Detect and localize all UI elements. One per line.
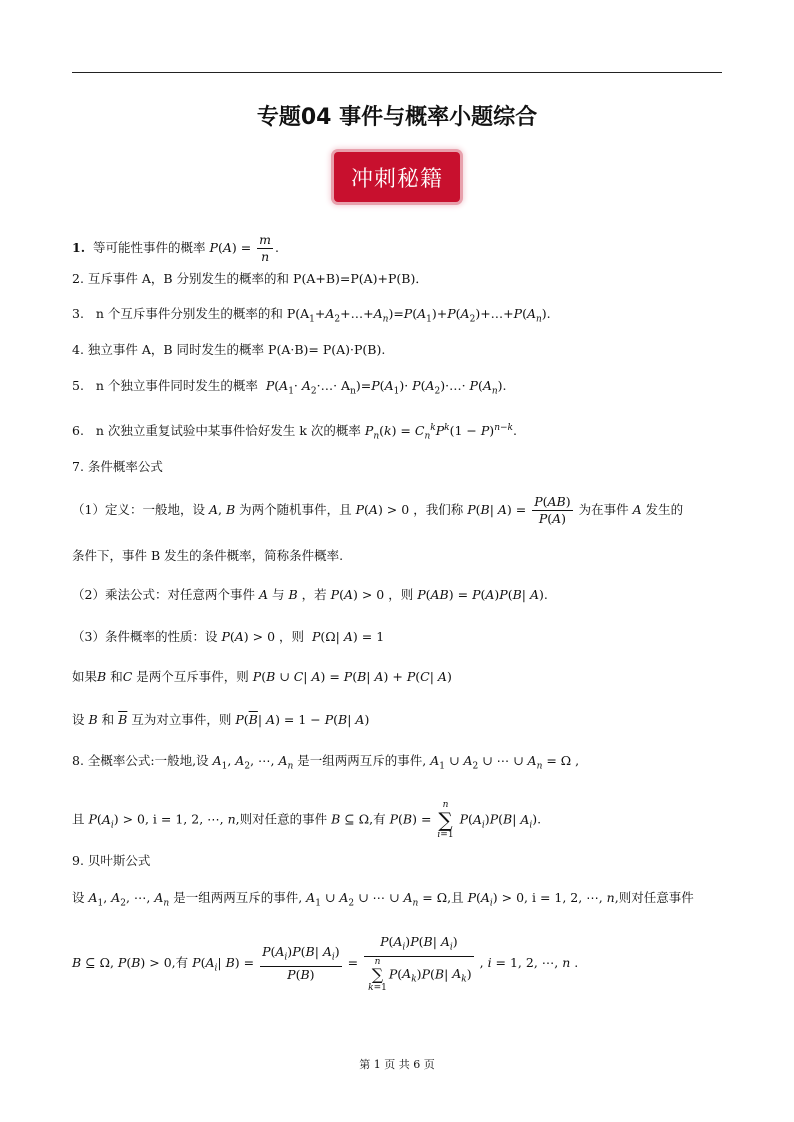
item-9-heading: 9. 贝叶斯公式 (72, 853, 151, 868)
summation-sign: n ∑ i=1 (437, 800, 454, 840)
page-footer: 第 1 页 共 6 页 (359, 1058, 435, 1071)
item-8-cont: 且 $P(A_i) > 0$, i = 1, 2, ⋯, n,则对任意的事件 B ⊆ Ω,有 P(B) = n ∑ i=1 $P(A_i)P(B|$ $A_i$). (72, 800, 542, 840)
item-7-2: （2）乘法公式：对任意两个事件 A 与 B ，若 P(A) > 0 ，则 P(AB) = P(A)P(B| A). (72, 587, 548, 602)
fraction-bayes-2: $P(A_i)P(B|$ $A_i$) n ∑ k=1 $P(A_k)P(B|$ $A_k$) (364, 934, 474, 993)
item-7-4: 如果B 和C 是两个互斥事件，则 P(B ∪ C| A) = P(B| A) + P(C| A) (72, 669, 452, 684)
item-6: 6. n 次独立重复试验中某事件恰好发生 k 次的概率 $P_n(k) = C_n^kP^k(1 - P)^{n-k}$. (72, 423, 517, 442)
fraction-bayes-1: $\frac{P(A_i)P(B| A_i)}{P(B)}$ (262, 944, 340, 982)
item-2: 2. 互斥事件 A，B 分别发生的概率的和 P(A+B)=P(A)+P(B)． (72, 271, 428, 286)
item-9-cont: B ⊆ Ω, P(B) > 0,有 $P(A_i|$ B) = $\frac{P(A_i)P(B| A_i)}{P(B)}$ = $P(A_i)P(B|$ $A_i$) n ∑ k=1 $P(A_k)P(B|$ $A_k$) , i = 1, 2, ⋯, n . (72, 934, 579, 993)
item-4: 4. 独立事件 A，B 同时发生的概率 P(A·B)= P(A)·P(B). (72, 342, 386, 357)
fraction-m-n: $\frac{m}{n}$ (259, 232, 272, 264)
item-7-5: 设 B 和 $\overline{B}$ 互为对立事件，则 $P(\overline{B}|$ A) = 1 − P(B| A) (72, 712, 370, 727)
item-7-1-cont: 条件下，事件 B 发生的条件概率，简称条件概率. (72, 548, 344, 563)
item-5: 5. n 个独立事件同时发生的概率 $P(A_1\cdot$ $A_2\cdot\dots\cdot A_n)=P(A_1)\cdot$ $P(A_2)\cdot\dots\cdot P(A_n)$. (72, 378, 507, 397)
fraction-conditional: $\frac{P(AB)}{P(A)}$ (534, 494, 571, 526)
header-rule (72, 72, 722, 73)
page-title: 专题04 事件与概率小题综合 (256, 105, 538, 130)
item-7-heading: 7. 条件概率公式 (72, 459, 163, 474)
item-3: 3. n 个互斥事件分别发生的概率的和 $P(A_1+A_2+\dots+A_n)=P(A_1)+P(A_2)+\dots+P(A_n)$. (72, 306, 551, 325)
item-9: 设 $A_1$, $A_2$, ⋯, $A_n$ 是一组两两互斥的事件, $A_1$ ∪ $A_2$ ∪ ⋯ ∪ $A_n = \Omega$,且 $P(A_i) > 0$, i = 1, 2, ⋯, n,则对任意事件 (72, 890, 694, 909)
item-7-1: （1）定义：一般地，设 A, B 为两个随机事件，且 P(A) > 0 ，我们称 P(B| A) = $\frac{P(AB)}{P(A)}$ 为在事件 A 发生的 (72, 494, 684, 526)
item-8: 8. 全概率公式:一般地,设 $A_1$, $A_2$, ⋯, $A_n$ 是一组两两互斥的事件, $A_1$ ∪ $A_2$ ∪ ⋯ ∪ $A_n = \Omega$ , (72, 753, 580, 772)
item-1: 1. 等可能性事件的概率 P(A) = $\frac{m}{n}$ . (72, 232, 280, 264)
stamp-badge: 冲刺秘籍 (334, 152, 460, 202)
item-7-3: （3）条件概率的性质：设 P(A) > 0 ，则 P(Ω| A) = 1 (72, 629, 385, 644)
